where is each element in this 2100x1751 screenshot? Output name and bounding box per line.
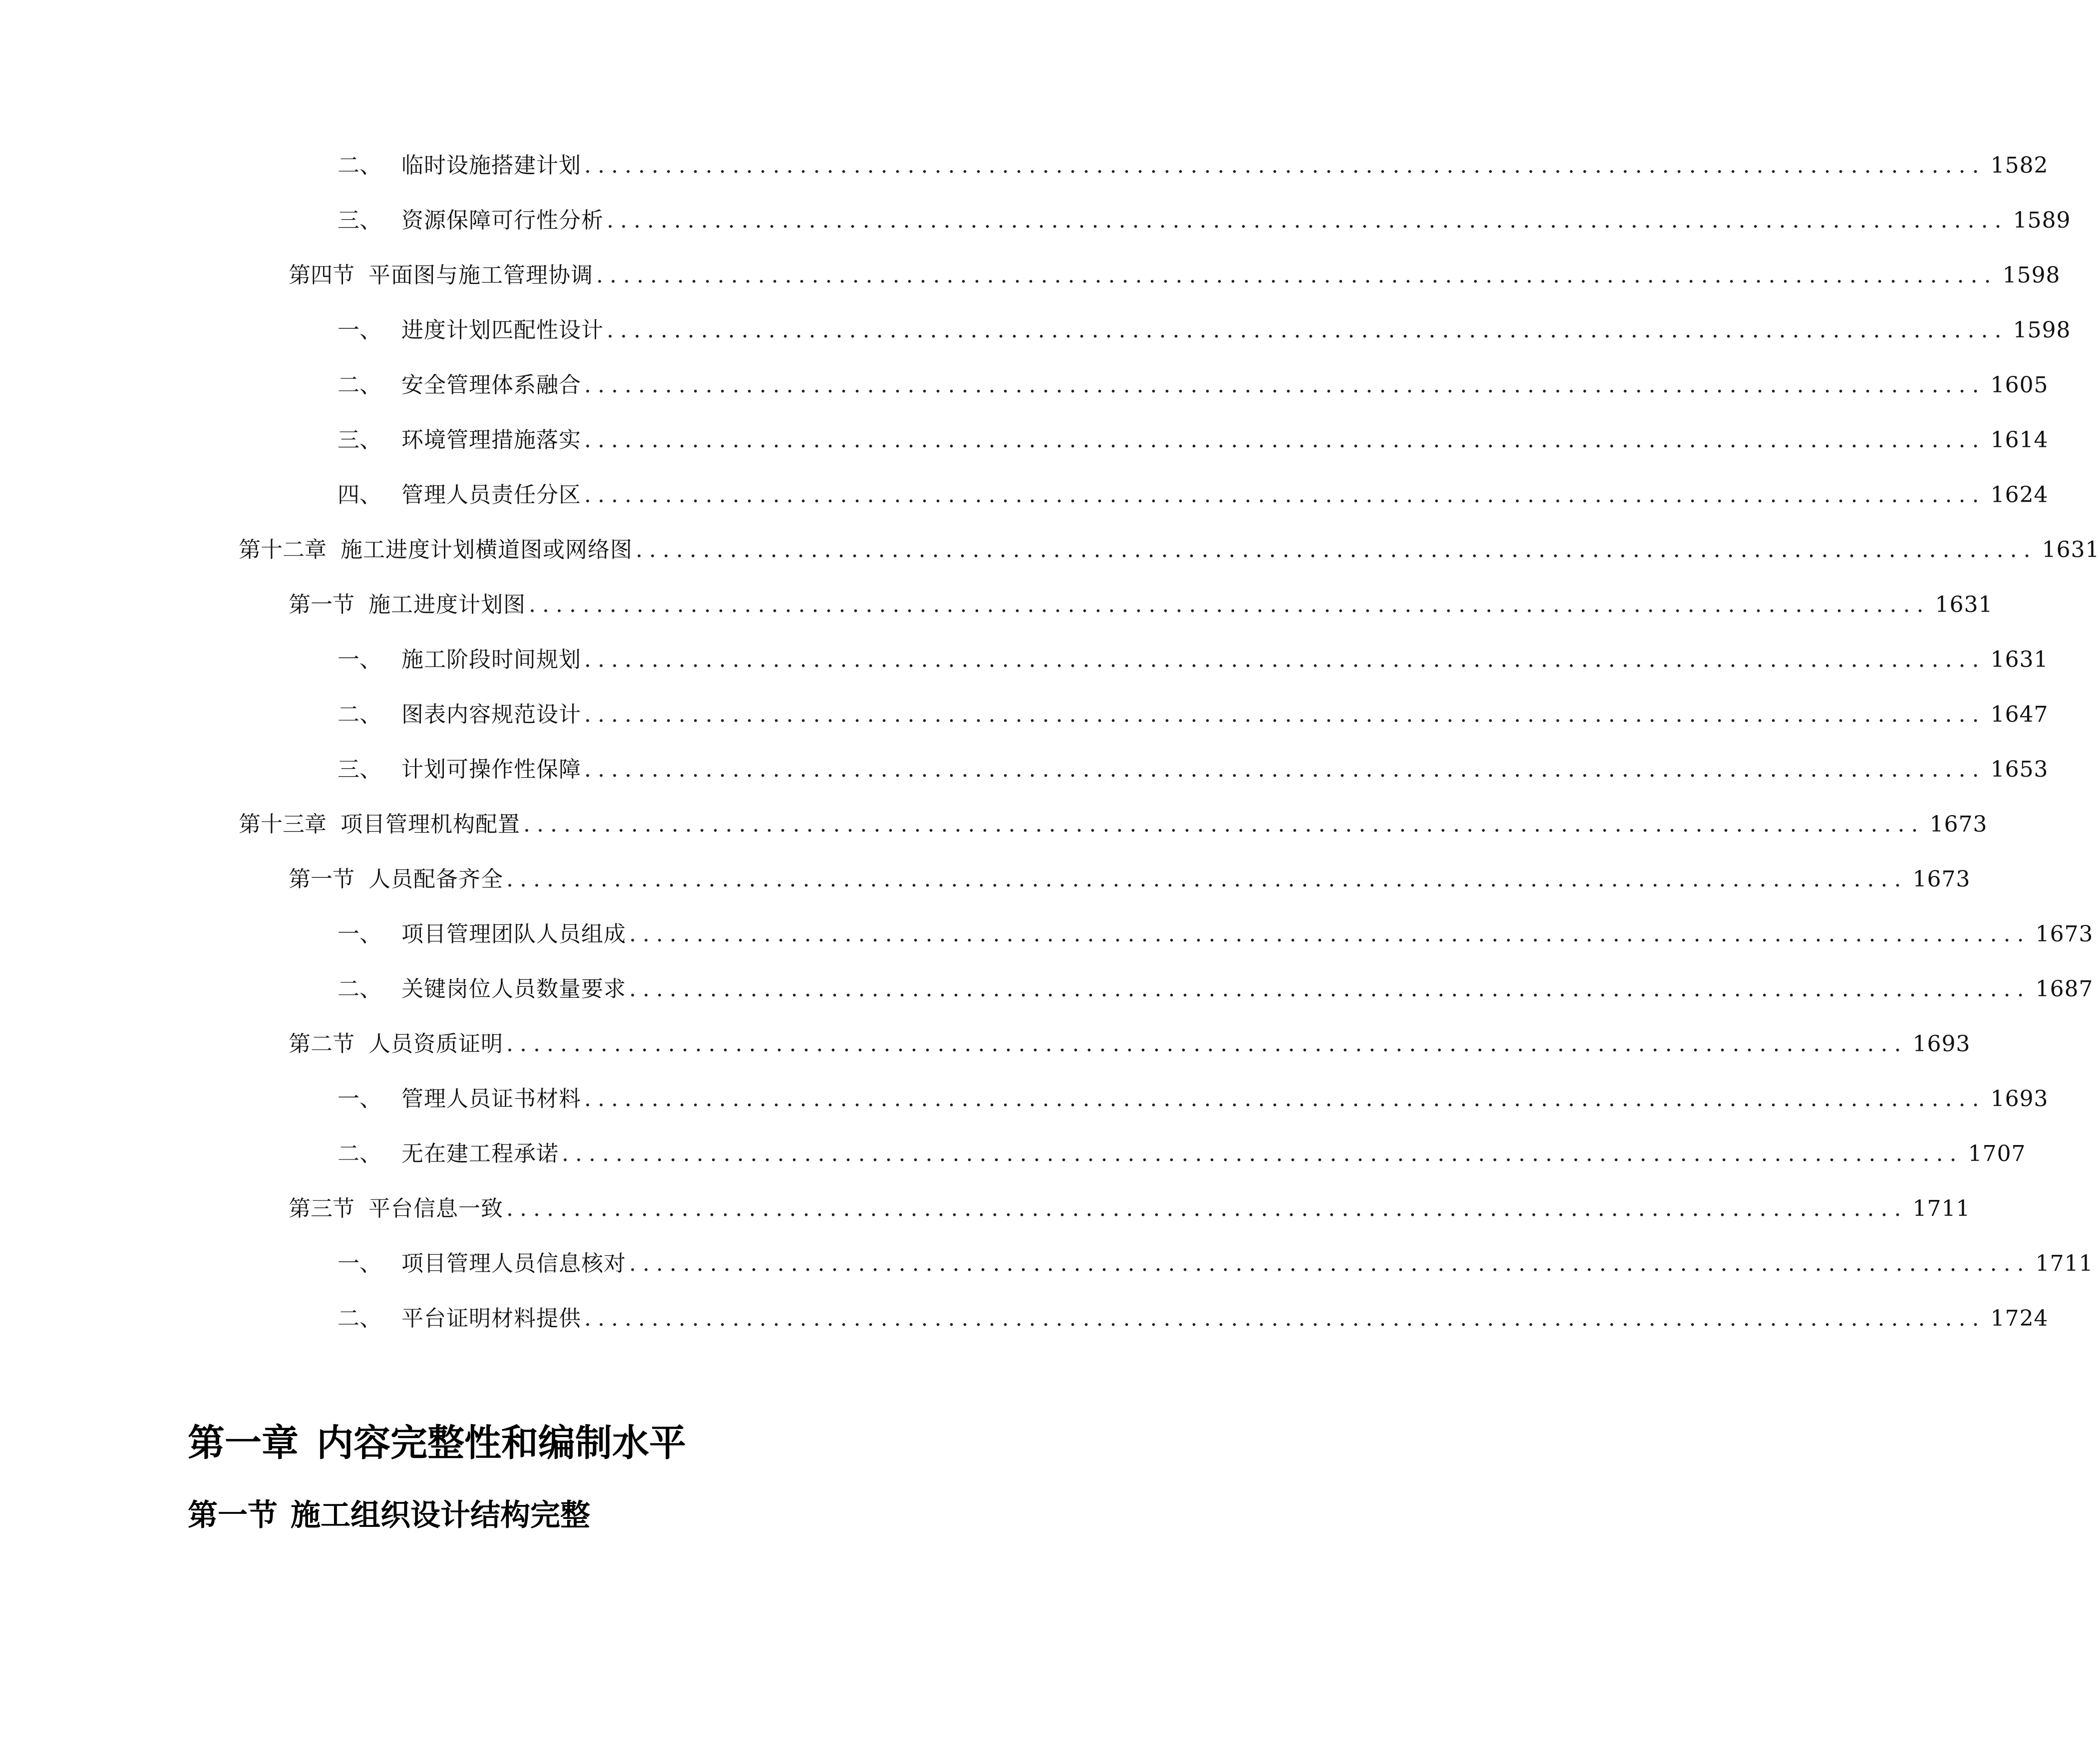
- toc-leader-dots: ........................................................................................................: [584, 702, 1986, 727]
- toc-entry[interactable]: [338, 313, 2071, 348]
- toc-entry-title: 项目管理团队人员组成: [401, 921, 626, 947]
- toc-entry[interactable]: [338, 1246, 2094, 1281]
- chapter-heading: [188, 1414, 686, 1466]
- toc-leader-dots: ........................................................................................................: [629, 1251, 2031, 1276]
- toc-entry-title: 人员配备齐全: [368, 867, 503, 892]
- toc-entry[interactable]: [338, 642, 2049, 677]
- toc-entry[interactable]: [289, 862, 1971, 897]
- toc-entry-number: 二、: [338, 1306, 381, 1331]
- toc-entry-page: 1687: [2035, 976, 2094, 1002]
- toc-leader-dots: ........................................................................................................: [629, 976, 2031, 1002]
- toc-entry[interactable]: [338, 697, 2049, 732]
- toc-leader-dots: ........................................................................................................: [584, 153, 1986, 178]
- toc-entry[interactable]: [239, 533, 2100, 568]
- toc-entry[interactable]: [289, 587, 1993, 622]
- toc-leader-dots: ........................................................................................................: [584, 647, 1986, 672]
- toc-entry-title: 施工阶段时间规划: [401, 647, 581, 672]
- toc-leader-dots: ........................................................................................................: [529, 592, 1930, 617]
- toc-entry-number: 二、: [338, 976, 381, 1002]
- toc-entry-number: 三、: [338, 208, 381, 233]
- toc-leader-dots: ........................................................................................................: [523, 812, 1925, 837]
- toc-entry-number: 第一节: [289, 592, 354, 617]
- toc-entry-title: 环境管理措施落实: [401, 427, 581, 453]
- toc-entry-title: 平台证明材料提供: [401, 1306, 581, 1331]
- toc-entry-page: 1711: [2035, 1251, 2094, 1276]
- toc-entry[interactable]: [338, 972, 2094, 1007]
- toc-leader-dots: ........................................................................................................: [629, 921, 2031, 947]
- toc-entry-title: 关键岗位人员数量要求: [401, 976, 626, 1002]
- toc-entry-page: 1598: [2002, 263, 2061, 288]
- toc-leader-dots: ........................................................................................................: [607, 317, 2008, 343]
- chapter-heading-title: 内容完整性和编制水平: [317, 1422, 686, 1464]
- toc-leader-dots: ........................................................................................................: [506, 867, 1908, 892]
- toc-entry[interactable]: [289, 1027, 1971, 1062]
- toc-entry-number: 一、: [338, 1086, 381, 1112]
- toc-entry-page: 1589: [2013, 208, 2071, 233]
- toc-entry-page: 1711: [1912, 1196, 1971, 1221]
- toc-entry[interactable]: [338, 203, 2071, 238]
- toc-leader-dots: ........................................................................................................: [584, 372, 1986, 398]
- section-heading-title: 施工组织设计结构完整: [291, 1498, 590, 1533]
- toc-entry-number: 第二节: [289, 1031, 354, 1057]
- toc-entry-page: 1631: [1990, 647, 2049, 672]
- toc-entry-number: 第十三章: [239, 812, 327, 837]
- toc-entry-page: 1631: [1935, 592, 1993, 617]
- toc-entry-title: 人员资质证明: [368, 1031, 503, 1057]
- toc-entry-title: 平台信息一致: [368, 1196, 503, 1221]
- toc-entry-page: 1724: [1990, 1306, 2049, 1331]
- toc-entry-page: 1673: [1912, 867, 1971, 892]
- toc-entry-title: 图表内容规范设计: [401, 702, 581, 727]
- toc-leader-dots: ........................................................................................................: [584, 427, 1986, 453]
- toc-entry-title: 计划可操作性保障: [401, 757, 581, 782]
- toc-entry-number: 第四节: [289, 263, 354, 288]
- toc-entry[interactable]: [338, 917, 2094, 952]
- toc-entry-page: 1647: [1990, 702, 2049, 727]
- toc-leader-dots: ........................................................................................................: [584, 757, 1986, 782]
- toc-entry[interactable]: [338, 1082, 2049, 1117]
- toc-entry-number: 一、: [338, 647, 381, 672]
- toc-entry-page: 1693: [1990, 1086, 2049, 1112]
- section-heading-number: 第一节: [188, 1498, 278, 1533]
- toc-entry[interactable]: [338, 478, 2049, 513]
- toc-entry-page: 1653: [1990, 757, 2049, 782]
- toc-entry-page: 1614: [1990, 427, 2049, 453]
- toc-entry-page: 1693: [1912, 1031, 1971, 1057]
- toc-entry-number: 二、: [338, 372, 381, 398]
- toc-entry-page: 1605: [1990, 372, 2049, 398]
- toc-leader-dots: ........................................................................................................: [584, 1306, 1986, 1331]
- toc-entry-number: 第三节: [289, 1196, 354, 1221]
- toc-entry[interactable]: [338, 1301, 2049, 1336]
- toc-entry[interactable]: [338, 148, 2049, 183]
- toc-entry-title: 施工进度计划横道图或网络图: [341, 537, 633, 563]
- toc-entry-number: 三、: [338, 427, 381, 453]
- section-heading: [188, 1491, 590, 1534]
- toc-entry-page: 1707: [1968, 1141, 2026, 1167]
- toc-entry-title: 进度计划匹配性设计: [401, 317, 604, 343]
- toc-entry-title: 临时设施搭建计划: [401, 153, 581, 178]
- toc-entry-page: 1673: [1929, 812, 1988, 837]
- toc-entry-number: 四、: [338, 482, 381, 508]
- toc-entry-number: 一、: [338, 317, 381, 343]
- toc-entry-page: 1582: [1990, 153, 2049, 178]
- toc-entry-number: 一、: [338, 921, 381, 947]
- toc-leader-dots: ........................................................................................................: [584, 1086, 1986, 1112]
- toc-entry-title: 管理人员责任分区: [401, 482, 581, 508]
- toc-entry-number: 第一节: [289, 867, 354, 892]
- toc-leader-dots: ........................................................................................................: [506, 1031, 1908, 1057]
- toc-entry[interactable]: [289, 1191, 1971, 1226]
- toc-entry-title: 施工进度计划图: [368, 592, 526, 617]
- toc-leader-dots: ........................................................................................................: [562, 1141, 1963, 1167]
- toc-entry-number: 三、: [338, 757, 381, 782]
- toc-entry-number: 二、: [338, 1141, 381, 1167]
- toc-entry-title: 安全管理体系融合: [401, 372, 581, 398]
- toc-entry[interactable]: [338, 423, 2049, 458]
- toc-entry-number: 二、: [338, 153, 381, 178]
- toc-entry-page: 1624: [1990, 482, 2049, 508]
- toc-entry-title: 管理人员证书材料: [401, 1086, 581, 1112]
- toc-entry-page: 1673: [2035, 921, 2094, 947]
- toc-entry-title: 平面图与施工管理协调: [368, 263, 593, 288]
- toc-leader-dots: ........................................................................................................: [636, 537, 2037, 563]
- toc-entry-page: 1598: [2013, 317, 2071, 343]
- toc-entry[interactable]: [289, 258, 2061, 293]
- toc-leader-dots: ........................................................................................................: [607, 208, 2008, 233]
- toc-entry-title: 资源保障可行性分析: [401, 208, 604, 233]
- toc-leader-dots: ........................................................................................................: [506, 1196, 1908, 1221]
- toc-leader-dots: ........................................................................................................: [584, 482, 1986, 508]
- toc-entry-number: 第十二章: [239, 537, 327, 563]
- toc-entry[interactable]: [338, 752, 2049, 787]
- toc-entry-number: 二、: [338, 702, 381, 727]
- toc-entry[interactable]: [338, 1137, 2026, 1171]
- toc-entry[interactable]: [338, 368, 2049, 403]
- toc-entry-title: 无在建工程承诺: [401, 1141, 559, 1167]
- toc-entry-page: 1631: [2042, 537, 2100, 563]
- toc-leader-dots: ........................................................................................................: [596, 263, 1998, 288]
- chapter-heading-number: 第一章: [188, 1422, 299, 1464]
- toc-entry-title: 项目管理人员信息核对: [401, 1251, 626, 1276]
- toc-entry-title: 项目管理机构配置: [341, 812, 520, 837]
- toc-entry[interactable]: [239, 807, 1988, 842]
- toc-entry-number: 一、: [338, 1251, 381, 1276]
